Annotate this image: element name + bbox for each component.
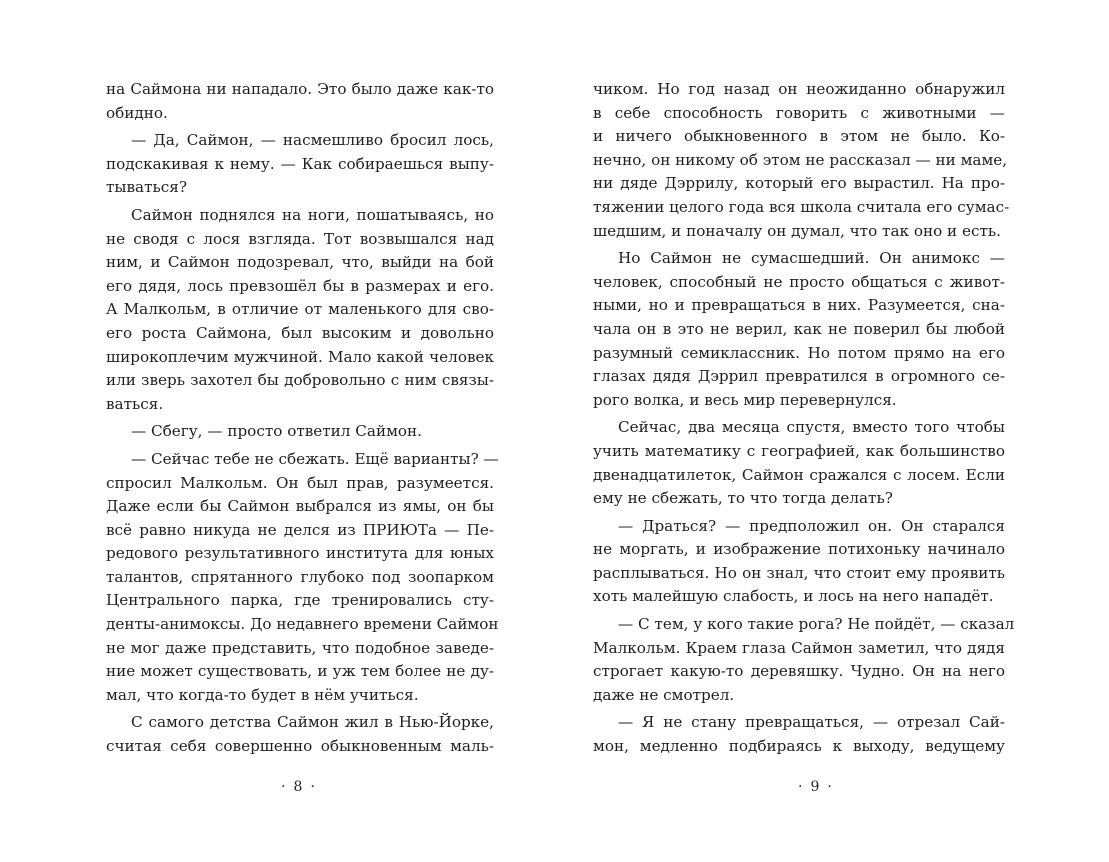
text-line: считая себя совершенно обыкновенным маль- xyxy=(106,737,494,756)
right-page-number-value: 9 xyxy=(810,779,820,795)
text-line: даже не смотрел. xyxy=(593,685,735,704)
text-line: А Малкольм, в отличие от маленького для сво- xyxy=(106,300,494,319)
text-line: — С тем, у кого такие рога? Не пойдёт, — сказал xyxy=(618,615,1015,634)
text-line: — Сбегу, — просто ответил Саймон. xyxy=(131,422,422,441)
text-line: и ничего обыкновенного в этом не было. Ко- xyxy=(593,127,1005,146)
text-line: расплываться. Но он знал, что стоит ему проявить xyxy=(593,563,1005,582)
text-line: не сводя с лося взгляда. Тот возвышался над xyxy=(106,229,494,248)
text-line: ными, но и превращаться в них. Разумеется, сна- xyxy=(593,296,1005,315)
right-page xyxy=(593,78,1015,759)
text-line: — Я не стану превращаться, — отрезал Сай- xyxy=(618,713,1005,732)
text-line: чала он в это не верил, как не поверил бы любой xyxy=(593,319,1005,338)
text-line: редового результативного института для юных xyxy=(106,544,494,563)
left-page xyxy=(106,78,499,759)
text-line: Сейчас, два месяца спустя, вместо того чтобы xyxy=(618,418,1005,437)
text-line: талантов, спрятанного глубоко под зоопарком xyxy=(106,567,494,586)
text-line: его роста Саймона, был высоким и довольно xyxy=(106,323,494,342)
text-line: на Саймона ни нападало. Это было даже как-то xyxy=(106,80,494,98)
text-line: широкоплечим мужчиной. Мало какой человек xyxy=(106,347,494,366)
text-line: — Да, Саймон, — насмешливо бросил лось, xyxy=(131,131,494,150)
text-line: шедшим, и поначалу он думал, что так оно и есть. xyxy=(593,221,1001,240)
text-line: Центрального парка, где тренировались сту- xyxy=(106,591,494,610)
text-line: рого волка, и весь мир перевернулся. xyxy=(593,390,897,409)
text-line: подскакивая к нему. — Как собираешься выпу- xyxy=(106,154,494,173)
text-line: ваться. xyxy=(106,394,164,413)
text-line: хоть малейшую слабость, и лось на него нападёт. xyxy=(593,587,994,606)
text-line: ни дяде Дэррилу, который его вырастил. На про- xyxy=(593,174,1005,193)
folio-dot-right: · xyxy=(827,779,832,795)
text-line: нечно, он никому об этом не рассказал — ни маме, xyxy=(593,150,1008,169)
text-line: — Драться? — предположил он. Он старался xyxy=(618,516,1005,535)
text-line: мал, что когда-то будет в нём учиться. xyxy=(106,685,419,704)
text-line: Саймон поднялся на ноги, пошатываясь, но xyxy=(131,205,494,224)
text-line: его дядя, лось превзошёл бы в размерах и его. xyxy=(106,276,494,295)
text-line: не моргать, и изображение потихоньку начинало xyxy=(593,540,1005,559)
text-line: строгает какую-то деревяшку. Чудно. Он на него xyxy=(593,662,1005,681)
text-line: ему не сбежать, то что тогда делать? xyxy=(593,489,893,508)
text-line: ние может существовать, и уж тем более не ду- xyxy=(106,662,494,681)
folio-dot-left: · xyxy=(281,779,286,795)
text-line: чиком. Но год назад он неожиданно обнаружил xyxy=(593,80,1005,98)
text-line: Но Саймон не сумасшедший. Он анимокс — xyxy=(618,249,1005,268)
text-line: не мог даже представить, что подобное заведе- xyxy=(106,638,494,657)
left-page-number xyxy=(273,777,323,797)
text-line: Даже если бы Саймон выбрался из ямы, он бы xyxy=(106,497,494,516)
text-line: обидно. xyxy=(106,103,168,122)
text-line: глазах дядя Дэррил превратился в огромного се- xyxy=(593,367,1005,386)
text-line: тываться? xyxy=(106,178,187,197)
text-line: мон, медленно подбираясь к выходу, ведущему xyxy=(593,737,1005,756)
text-line: ним, и Саймон подозревал, что, выйди на бой xyxy=(106,253,494,272)
right-page-number xyxy=(790,777,840,797)
text-line: — Сейчас тебе не сбежать. Ещё варианты? — xyxy=(131,449,499,468)
folio-dot-left: · xyxy=(798,779,803,795)
text-line: С самого детства Саймон жил в Нью-Йорке, xyxy=(131,713,494,732)
text-line: разумный семиклассник. Но потом прямо на его xyxy=(593,343,1005,362)
text-line: Малкольм. Краем глаза Саймон заметил, что дядя xyxy=(593,638,1005,657)
text-line: учить математику с географией, как большинство xyxy=(593,441,1005,460)
folio-dot-right: · xyxy=(310,779,315,795)
text-line: человек, способный не просто общаться с живот- xyxy=(593,272,1005,291)
text-line: в себе способность говорить с животными — xyxy=(593,103,1005,122)
text-line: тяжении целого года вся школа считала его сумас- xyxy=(593,197,1010,216)
text-line: всё равно никуда не делся из ПРИЮТа — Пе- xyxy=(106,520,494,539)
text-line: или зверь захотел бы добровольно с ним связы- xyxy=(106,371,494,390)
text-line: денты-анимоксы. До недавнего времени Саймон xyxy=(106,615,499,634)
left-page-number-value: 8 xyxy=(293,779,303,795)
text-line: спросил Малкольм. Он был прав, разумеется. xyxy=(106,473,494,492)
text-line: двенадцатилеток, Саймон сражался с лосем. Если xyxy=(593,465,1005,484)
